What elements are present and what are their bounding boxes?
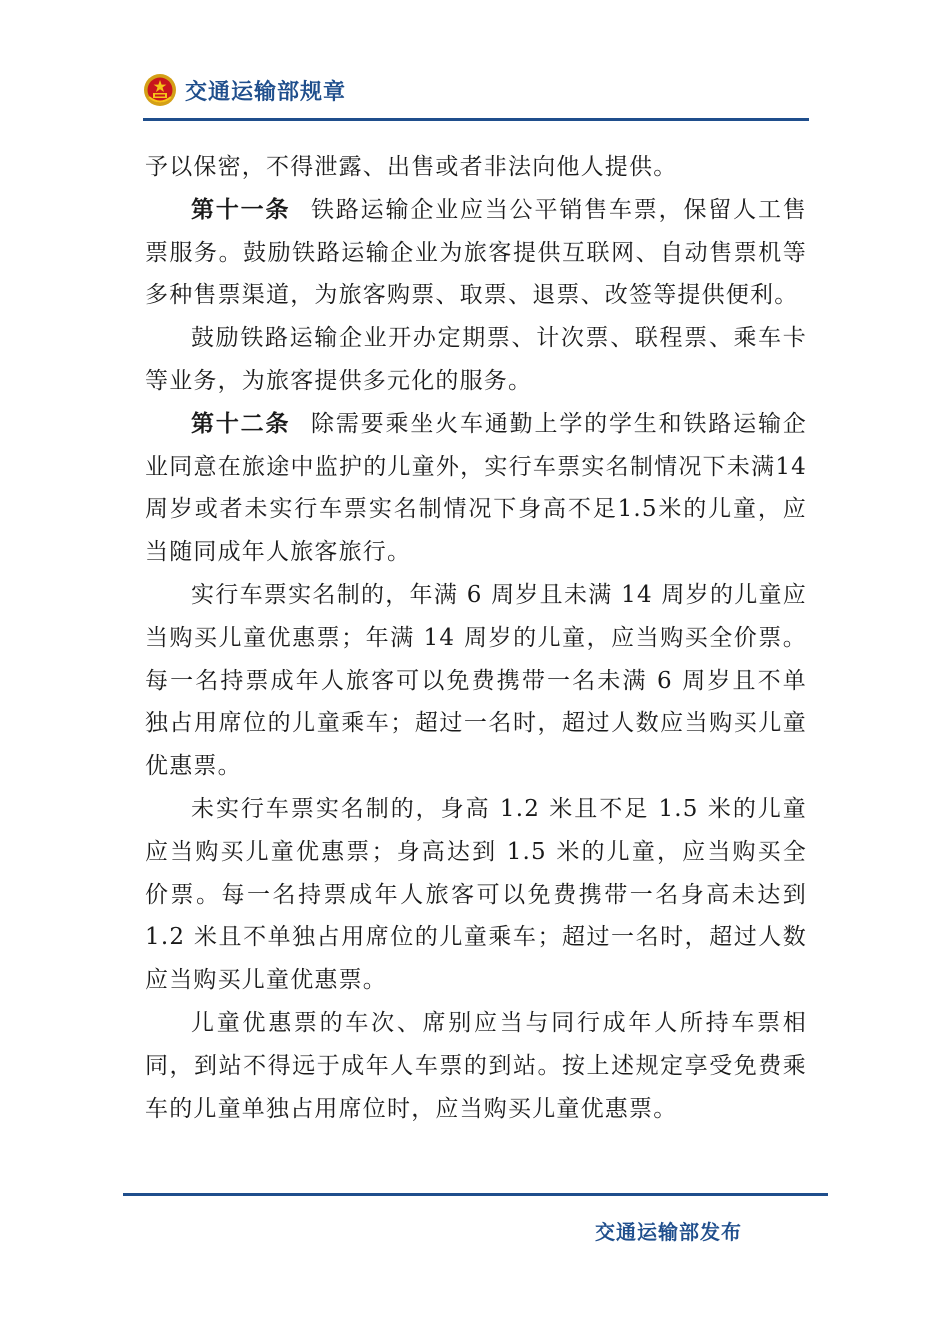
footer-publisher: 交通运输部发布 [595,1220,742,1244]
footer-divider [123,1193,828,1196]
paragraph: 鼓励铁路运输企业开办定期票、计次票、联程票、乘车卡等业务，为旅客提供多元化的服务。 [145,325,807,394]
header-title: 交通运输部规章 [185,79,347,105]
article-12 [145,403,807,574]
page-header [143,70,346,110]
document-body [145,146,807,1130]
header-divider [143,118,809,121]
article-11 [145,189,807,317]
article-label: 第十二条 [191,410,291,437]
paragraph: 予以保密，不得泄露、出售或者非法向他人提供。 [145,154,678,180]
article-text: 除需要乘坐火车通勤上学的学生和铁路运输企业同意在旅途中监护的儿童外，实行车票实名制情况下未满14周岁或者未实行车票实名制情况下身高不足1.5米的儿童，应当随同成年人旅客旅行。 [145,410,807,566]
paragraph: 实行车票实名制的，年满 6 周岁且未满 14 周岁的儿童应当购买儿童优惠票；年满 14 周岁的儿童，应当购买全价票。每一名持票成年人旅客可以免费携带一名未满 6 周岁且不单独占用席位的儿童乘车；超过一名时，超过人数应当购买儿童优惠票。 [145,581,807,780]
article-label: 第十一条 [191,196,291,223]
national-emblem-icon [143,73,177,107]
paragraph: 未实行车票实名制的，身高 1.2 米且不足 1.5 米的儿童应当购买儿童优惠票；身高达到 1.5 米的儿童，应当购买全价票。每一名持票成年人旅客可以免费携带一名身高未达到 1.2 米且不单独占用席位的儿童乘车；超过一名时，超过人数应当购买儿童优惠票。 [145,795,807,994]
paragraph: 儿童优惠票的车次、席别应当与同行成年人所持车票相同，到站不得远于成年人车票的到站。按上述规定享受免费乘车的儿童单独占用席位时，应当购买儿童优惠票。 [145,1009,807,1122]
article-text: 铁路运输企业应当公平销售车票，保留人工售票服务。鼓励铁路运输企业为旅客提供互联网、自动售票机等多种售票渠道，为旅客购票、取票、退票、改签等提供便利。 [145,196,807,309]
